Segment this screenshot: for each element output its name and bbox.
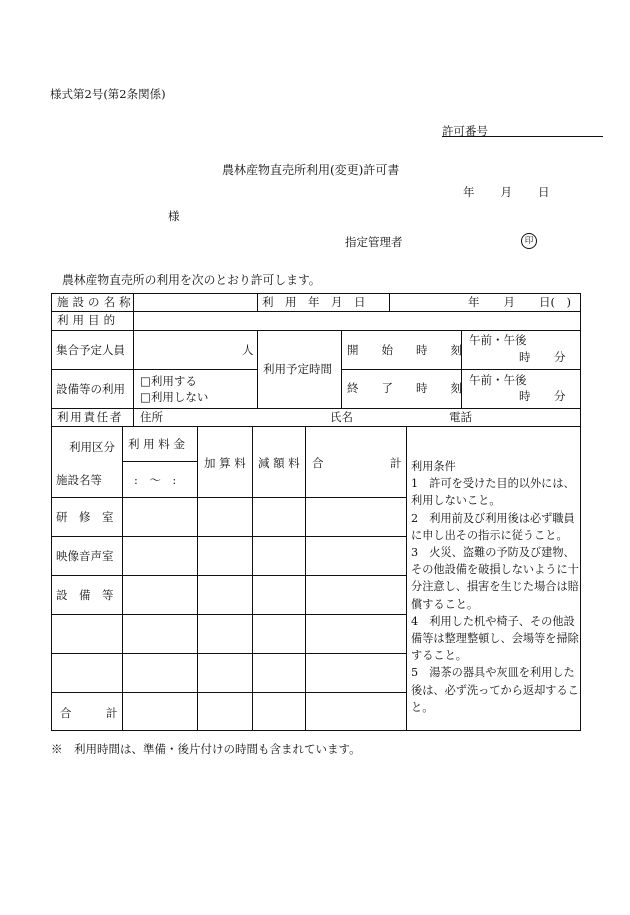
condition-2: 2 利用前及び利用後は必ず職員に申し出その指示に従うこと。 [411, 511, 575, 542]
date-year: 年 [463, 185, 475, 199]
label-phone: 電話 [449, 410, 472, 424]
row-label-av-room: 映像音声室 [56, 549, 114, 563]
end-ampm[interactable]: 午前・午後 [469, 373, 527, 387]
attendees-unit: 人 [242, 343, 254, 357]
document-title: 農林産物直売所利用(変更)許可書 [222, 163, 400, 177]
label-name: 氏名 [330, 410, 353, 424]
end-hour-label: 時 [519, 389, 531, 403]
conditions-title: 利用条件 [411, 460, 456, 473]
condition-5: 5 湯茶の器具や灰皿を利用した後は、必ず洗ってから返却すること。 [411, 666, 579, 714]
date-day: 日 [538, 185, 550, 199]
row-label-grand-total: 合 計 [60, 706, 118, 720]
use-date-month: 月 [503, 295, 515, 309]
start-ampm[interactable]: 午前・午後 [469, 333, 527, 347]
intro-text: 農林産物直売所の利用を次のとおり許可します。 [62, 273, 321, 287]
row-label-equipment: 設 備 等 [56, 588, 114, 602]
label-facility-name: 施設の名称 [57, 295, 135, 309]
label-start-time: 開 始 時 刻 [347, 343, 462, 357]
seal-mark [521, 233, 537, 249]
label-total: 合 [312, 456, 324, 470]
usage-conditions [411, 458, 579, 716]
fee-time-range: : ～ : [134, 473, 177, 487]
condition-4: 4 利用した机や椅子、その他設備等は整理整頓し、会場等を掃除すること。 [411, 614, 579, 663]
label-surcharge: 加 算 料 [204, 456, 246, 470]
label-usage-category: 利用区分 [69, 440, 115, 454]
facility-name-field[interactable] [134, 294, 256, 310]
permit-number[interactable] [442, 123, 603, 139]
label-address: 住所 [140, 410, 163, 424]
label-discount: 減 額 料 [258, 456, 300, 470]
label-planned-time: 利用予定時間 [263, 362, 332, 376]
label-responsible: 利用責任者 [57, 410, 124, 424]
label-attendees: 集合予定人員 [56, 343, 125, 357]
label-facility-names: 施設名等 [56, 473, 102, 487]
label-equipment-use: 設備等の利用 [56, 382, 125, 396]
row-label-training-room: 研 修 室 [56, 510, 114, 524]
attendees-field[interactable] [134, 331, 234, 368]
issuer-label: 指定管理者 [345, 235, 403, 249]
use-date-year: 年 [468, 295, 480, 309]
end-minute-label: 分 [554, 389, 566, 403]
label-use-date: 利 用 年 月 日 [262, 295, 366, 309]
use-date-field[interactable] [468, 295, 571, 310]
footnote: ※ 利用時間は、準備・後片付けの時間も含まれています。 [51, 742, 361, 756]
checkbox-use-yes[interactable]: □利用する [140, 374, 197, 388]
checkbox-use-no[interactable]: □利用しない [140, 390, 209, 404]
start-minute-label: 分 [554, 350, 566, 364]
addressee-suffix: 様 [168, 209, 180, 223]
permit-number-label: 許可番号 [442, 124, 488, 138]
purpose-field[interactable] [134, 312, 579, 329]
condition-3: 3 火災、盗難の予防及び建物、その他設備を破損しないように十分注意し、損害を生じた場合は賠償すること。 [411, 546, 579, 611]
start-hour-label: 時 [519, 350, 531, 364]
label-purpose: 利用目的 [57, 313, 120, 327]
label-fee: 利 用 料 金 [128, 437, 185, 451]
date-line [463, 184, 550, 200]
label-end-time: 終 了 時 刻 [347, 381, 462, 395]
form-id: 様式第2号(第2条関係) [50, 87, 166, 101]
label-total-2: 計 [390, 456, 402, 470]
condition-1: 1 許可を受けた目的以外には、利用しないこと。 [411, 477, 575, 508]
use-date-day: 日( ) [539, 295, 571, 309]
seal-text: 印 [524, 235, 534, 246]
date-month: 月 [500, 185, 512, 199]
